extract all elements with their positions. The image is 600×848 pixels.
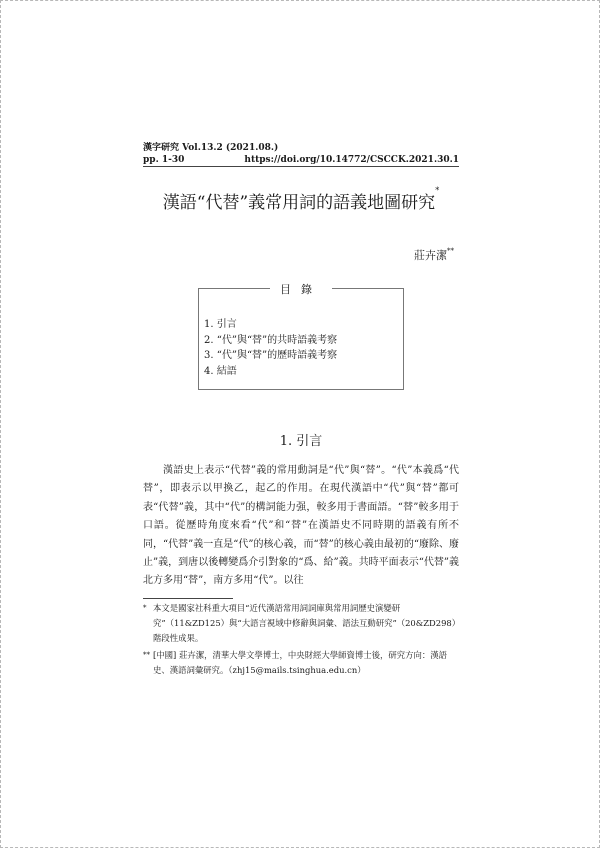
footnote-text: 本文是國家社科重大項目“近代漢語常用詞詞庫與常用詞歷史演變研究”（11&ZD125）與“大語言視域中修辭與詞彙、語法互動研究”（20&ZD298）階段性成果。 xyxy=(153,603,456,643)
paper-title xyxy=(143,188,459,213)
author-footnote-mark[interactable]: ** xyxy=(447,247,454,255)
footnote-mark: * xyxy=(143,604,147,612)
footnote-1 xyxy=(143,601,459,646)
section-heading: 1. 引言 xyxy=(279,434,323,449)
toc-item[interactable]: 4. 結語 xyxy=(204,365,237,377)
header-rule xyxy=(143,166,459,167)
body-paragraph: 漢語史上表示“代替”義的常用動詞是“代”與“替”。“代”本義爲“代替”，即表示以甲換乙，起乙的作用。在現代漢語中“代”與“替”都可表“代替”義，其中“代”的構詞能力强，較多用于書面語。“替”較多用于口語。從歷時角度來看“代”和“替”在漢語史不同時期的語義有所不同，“代替”義一直是“代”的核心義，而“替”的核心義由最初的“廢除、廢止”義，到唐以後轉變爲介引對象的“爲、給”義。共時平面表示“代替”義北方多用“替”，南方多用“代”。以往 xyxy=(143,465,459,587)
page-range: pp. 1-30 xyxy=(143,155,185,165)
table-of-contents xyxy=(198,283,404,390)
author-name: 莊卉潔 xyxy=(414,249,447,262)
footnote-2 xyxy=(143,648,459,678)
journal-info: 漢字研究 Vol.13.2 (2021.08.) xyxy=(143,143,279,153)
toc-heading-text: 目錄 xyxy=(270,283,332,296)
author xyxy=(414,247,454,263)
footnote-rule xyxy=(143,598,233,599)
doi-link[interactable]: https://doi.org/10.14772/CSCCK.2021.30.1 xyxy=(244,155,459,165)
toc-heading xyxy=(199,281,403,297)
footnote-mark: ** xyxy=(143,651,150,659)
title-footnote-mark[interactable]: * xyxy=(435,186,440,195)
footnote-text: [中國] 莊卉潔，清華大學文學博士，中央財經大學師資博士後，研究方向：漢語史、漢語詞彙研究。（zhj15@mails.tsinghua.edu.cn） xyxy=(153,650,447,675)
toc-list xyxy=(204,317,337,379)
paper-title-text: 漢語“代替”義常用詞的語義地圖研究 xyxy=(162,193,436,213)
toc-item[interactable]: 3. “代”與“替”的歷時語義考察 xyxy=(204,350,338,361)
toc-item[interactable]: 1. 引言 xyxy=(204,319,237,330)
header-line xyxy=(143,155,459,165)
toc-item[interactable]: 2. “代”與“替”的共時語義考察 xyxy=(204,334,338,346)
